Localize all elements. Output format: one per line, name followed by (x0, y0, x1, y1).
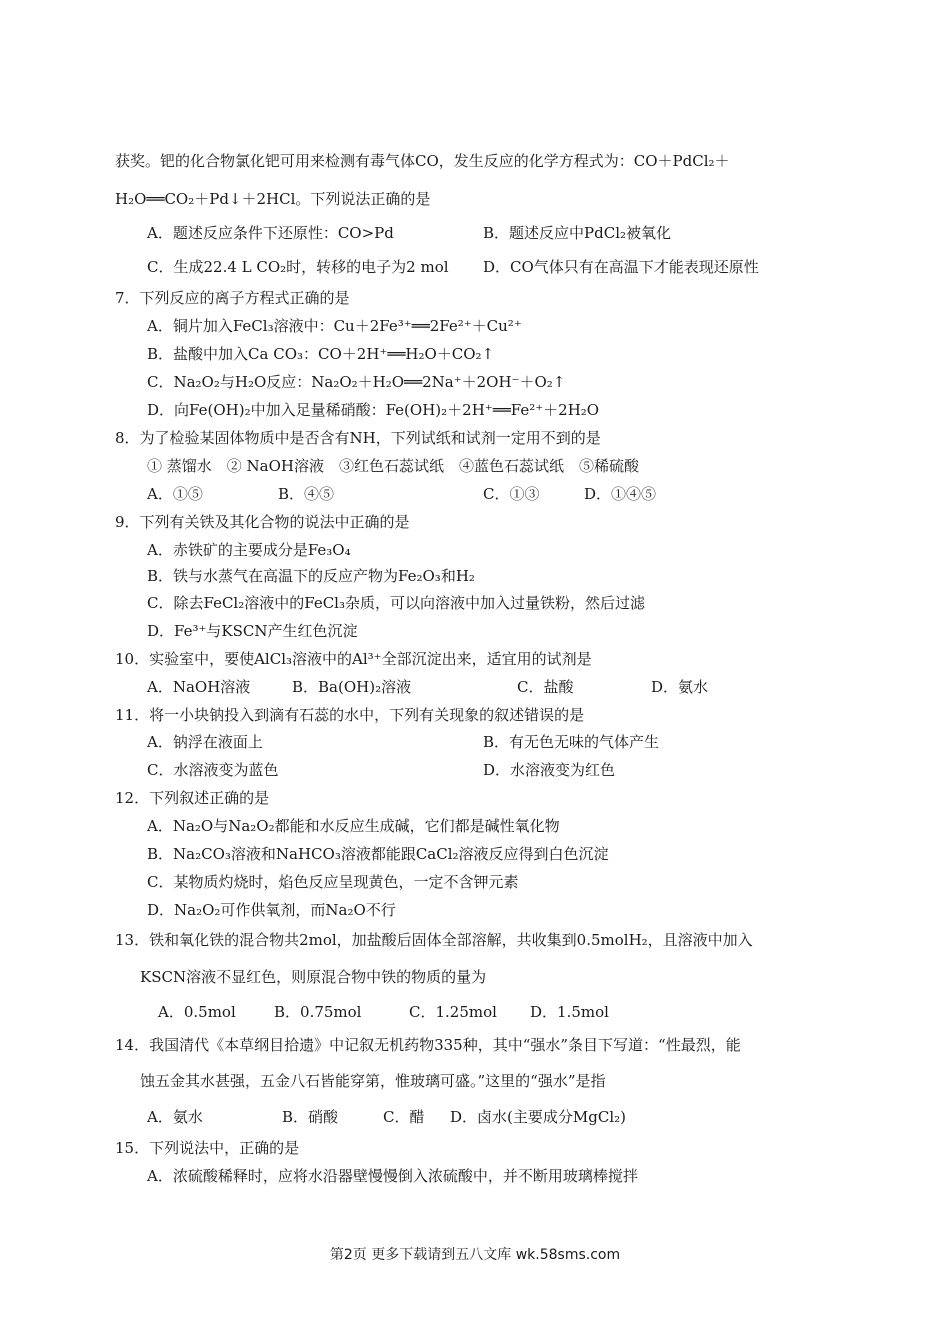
q11-option-b: B．有无色无味的气体产生 (483, 733, 660, 751)
q8-option-c: C．①③ (483, 485, 540, 503)
q14-line2: 蚀五金其水甚强，五金八石皆能穿第，惟玻璃可盛。”这里的“强水”是指 (140, 1072, 606, 1090)
q9-option-a: A．赤铁矿的主要成分是Fe₃O₄ (147, 541, 351, 559)
q7-option-c: C．Na₂O₂与H₂O反应：Na₂O₂＋H₂O══2Na⁺＋2OH⁻＋O₂↑ (147, 373, 566, 391)
page-footer: 第2页 更多下载请到五八文库 wk.58sms.com (329, 1247, 621, 1263)
q13-option-c: C．1.25mol (409, 1003, 497, 1021)
q6-option-d: D．CO气体只有在高温下才能表现还原性 (483, 258, 759, 276)
q9-option-b: B．铁与水蒸气在高温下的反应产物为Fe₂O₃和H₂ (147, 567, 475, 585)
q10-option-c: C．盐酸 (517, 678, 574, 696)
q12-stem: 12．下列叙述正确的是 (115, 789, 270, 807)
q9-option-d: D．Fe³⁺与KSCN产生红色沉淀 (147, 622, 358, 640)
q7-option-a: A．铜片加入FeCl₃溶液中：Cu＋2Fe³⁺══2Fe²⁺＋Cu²⁺ (147, 317, 522, 335)
q13-line1: 13．铁和氧化铁的混合物共2mol，加盐酸后固体全部溶解，共收集到0.5molH₂，且溶液中加入 (115, 931, 753, 949)
q7-option-d: D．向Fe(OH)₂中加入足量稀硝酸：Fe(OH)₂＋2H⁺══Fe²⁺＋2H₂O (147, 401, 600, 419)
q11-option-a: A．钠浮在液面上 (147, 733, 263, 751)
q13-option-a: A．0.5mol (158, 1003, 236, 1021)
q10-option-a: A．NaOH溶液 (147, 678, 251, 696)
q7-stem: 7．下列反应的离子方程式正确的是 (115, 289, 350, 307)
q15-option-a: A．浓硫酸稀释时，应将水沿器壁慢慢倒入浓硫酸中，并不断用玻璃棒搅拌 (147, 1167, 638, 1185)
q12-option-b: B．Na₂CO₃溶液和NaHCO₃溶液都能跟CaCl₂溶液反应得到白色沉淀 (147, 845, 609, 863)
q11-stem: 11．将一小块钠投入到滴有石蕊的水中，下列有关现象的叙述错误的是 (115, 706, 585, 724)
q8-option-b: B．④⑤ (278, 485, 335, 503)
q12-option-a: A．Na₂O与Na₂O₂都能和水反应生成碱，它们都是碱性氧化物 (147, 817, 560, 835)
q12-option-d: D．Na₂O₂可作供氧剂，而Na₂O不行 (147, 901, 396, 919)
q15-stem: 15．下列说法中，正确的是 (115, 1139, 300, 1157)
q6-option-a: A．题述反应条件下还原性：CO>Pd (147, 224, 394, 242)
q6-option-b: B．题述反应中PdCl₂被氧化 (483, 224, 672, 242)
q6-line2: H₂O══CO₂＋Pd↓＋2HCl。下列说法正确的是 (115, 190, 431, 208)
q14-option-b: B．硝酸 (282, 1108, 339, 1126)
q11-option-c: C．水溶液变为蓝色 (147, 761, 279, 779)
q13-line2: KSCN溶液不显红色，则原混合物中铁的物质的量为 (140, 968, 487, 986)
q10-option-d: D．氨水 (651, 678, 709, 696)
q8-items: ① 蒸馏水 ② NaOH溶液 ③红色石蕊试纸 ④蓝色石蕊试纸 ⑤稀硫酸 (147, 457, 639, 475)
q8-stem: 8．为了检验某固体物质中是否含有NH，下列试纸和试剂一定用不到的是 (115, 429, 601, 447)
q6-option-c: C．生成22.4 L CO₂时，转移的电子为2 mol (147, 258, 449, 276)
q9-stem: 9．下列有关铁及其化合物的说法中正确的是 (115, 513, 410, 531)
q9-option-c: C．除去FeCl₂溶液中的FeCl₃杂质，可以向溶液中加入过量铁粉，然后过滤 (147, 594, 645, 612)
q7-option-b: B．盐酸中加入Ca CO₃：CO＋2H⁺══H₂O＋CO₂↑ (147, 345, 495, 363)
q14-option-c: C．醋 (383, 1108, 425, 1126)
q13-option-b: B．0.75mol (274, 1003, 362, 1021)
q13-option-d: D．1.5mol (530, 1003, 609, 1021)
q10-option-b: B．Ba(OH)₂溶液 (292, 678, 412, 696)
q8-option-a: A．①⑤ (147, 485, 203, 503)
q8-option-d: D．①④⑤ (584, 485, 657, 503)
q10-stem: 10．实验室中，要使AlCl₃溶液中的Al³⁺全部沉淀出来，适宜用的试剂是 (115, 650, 592, 668)
q12-option-c: C．某物质灼烧时，焰色反应呈现黄色，一定不含钾元素 (147, 873, 519, 891)
q11-option-d: D．水溶液变为红色 (483, 761, 616, 779)
q14-line1: 14．我国清代《本草纲目拾遗》中记叙无机药物335种，其中“强水”条目下写道：“性最烈，能 (115, 1036, 741, 1054)
q14-option-d: D．卤水(主要成分MgCl₂) (450, 1108, 626, 1126)
q6-line1: 获奖。钯的化合物氯化钯可用来检测有毒气体CO，发生反应的化学方程式为：CO＋PdCl₂＋ (115, 152, 730, 170)
q14-option-a: A．氨水 (147, 1108, 203, 1126)
